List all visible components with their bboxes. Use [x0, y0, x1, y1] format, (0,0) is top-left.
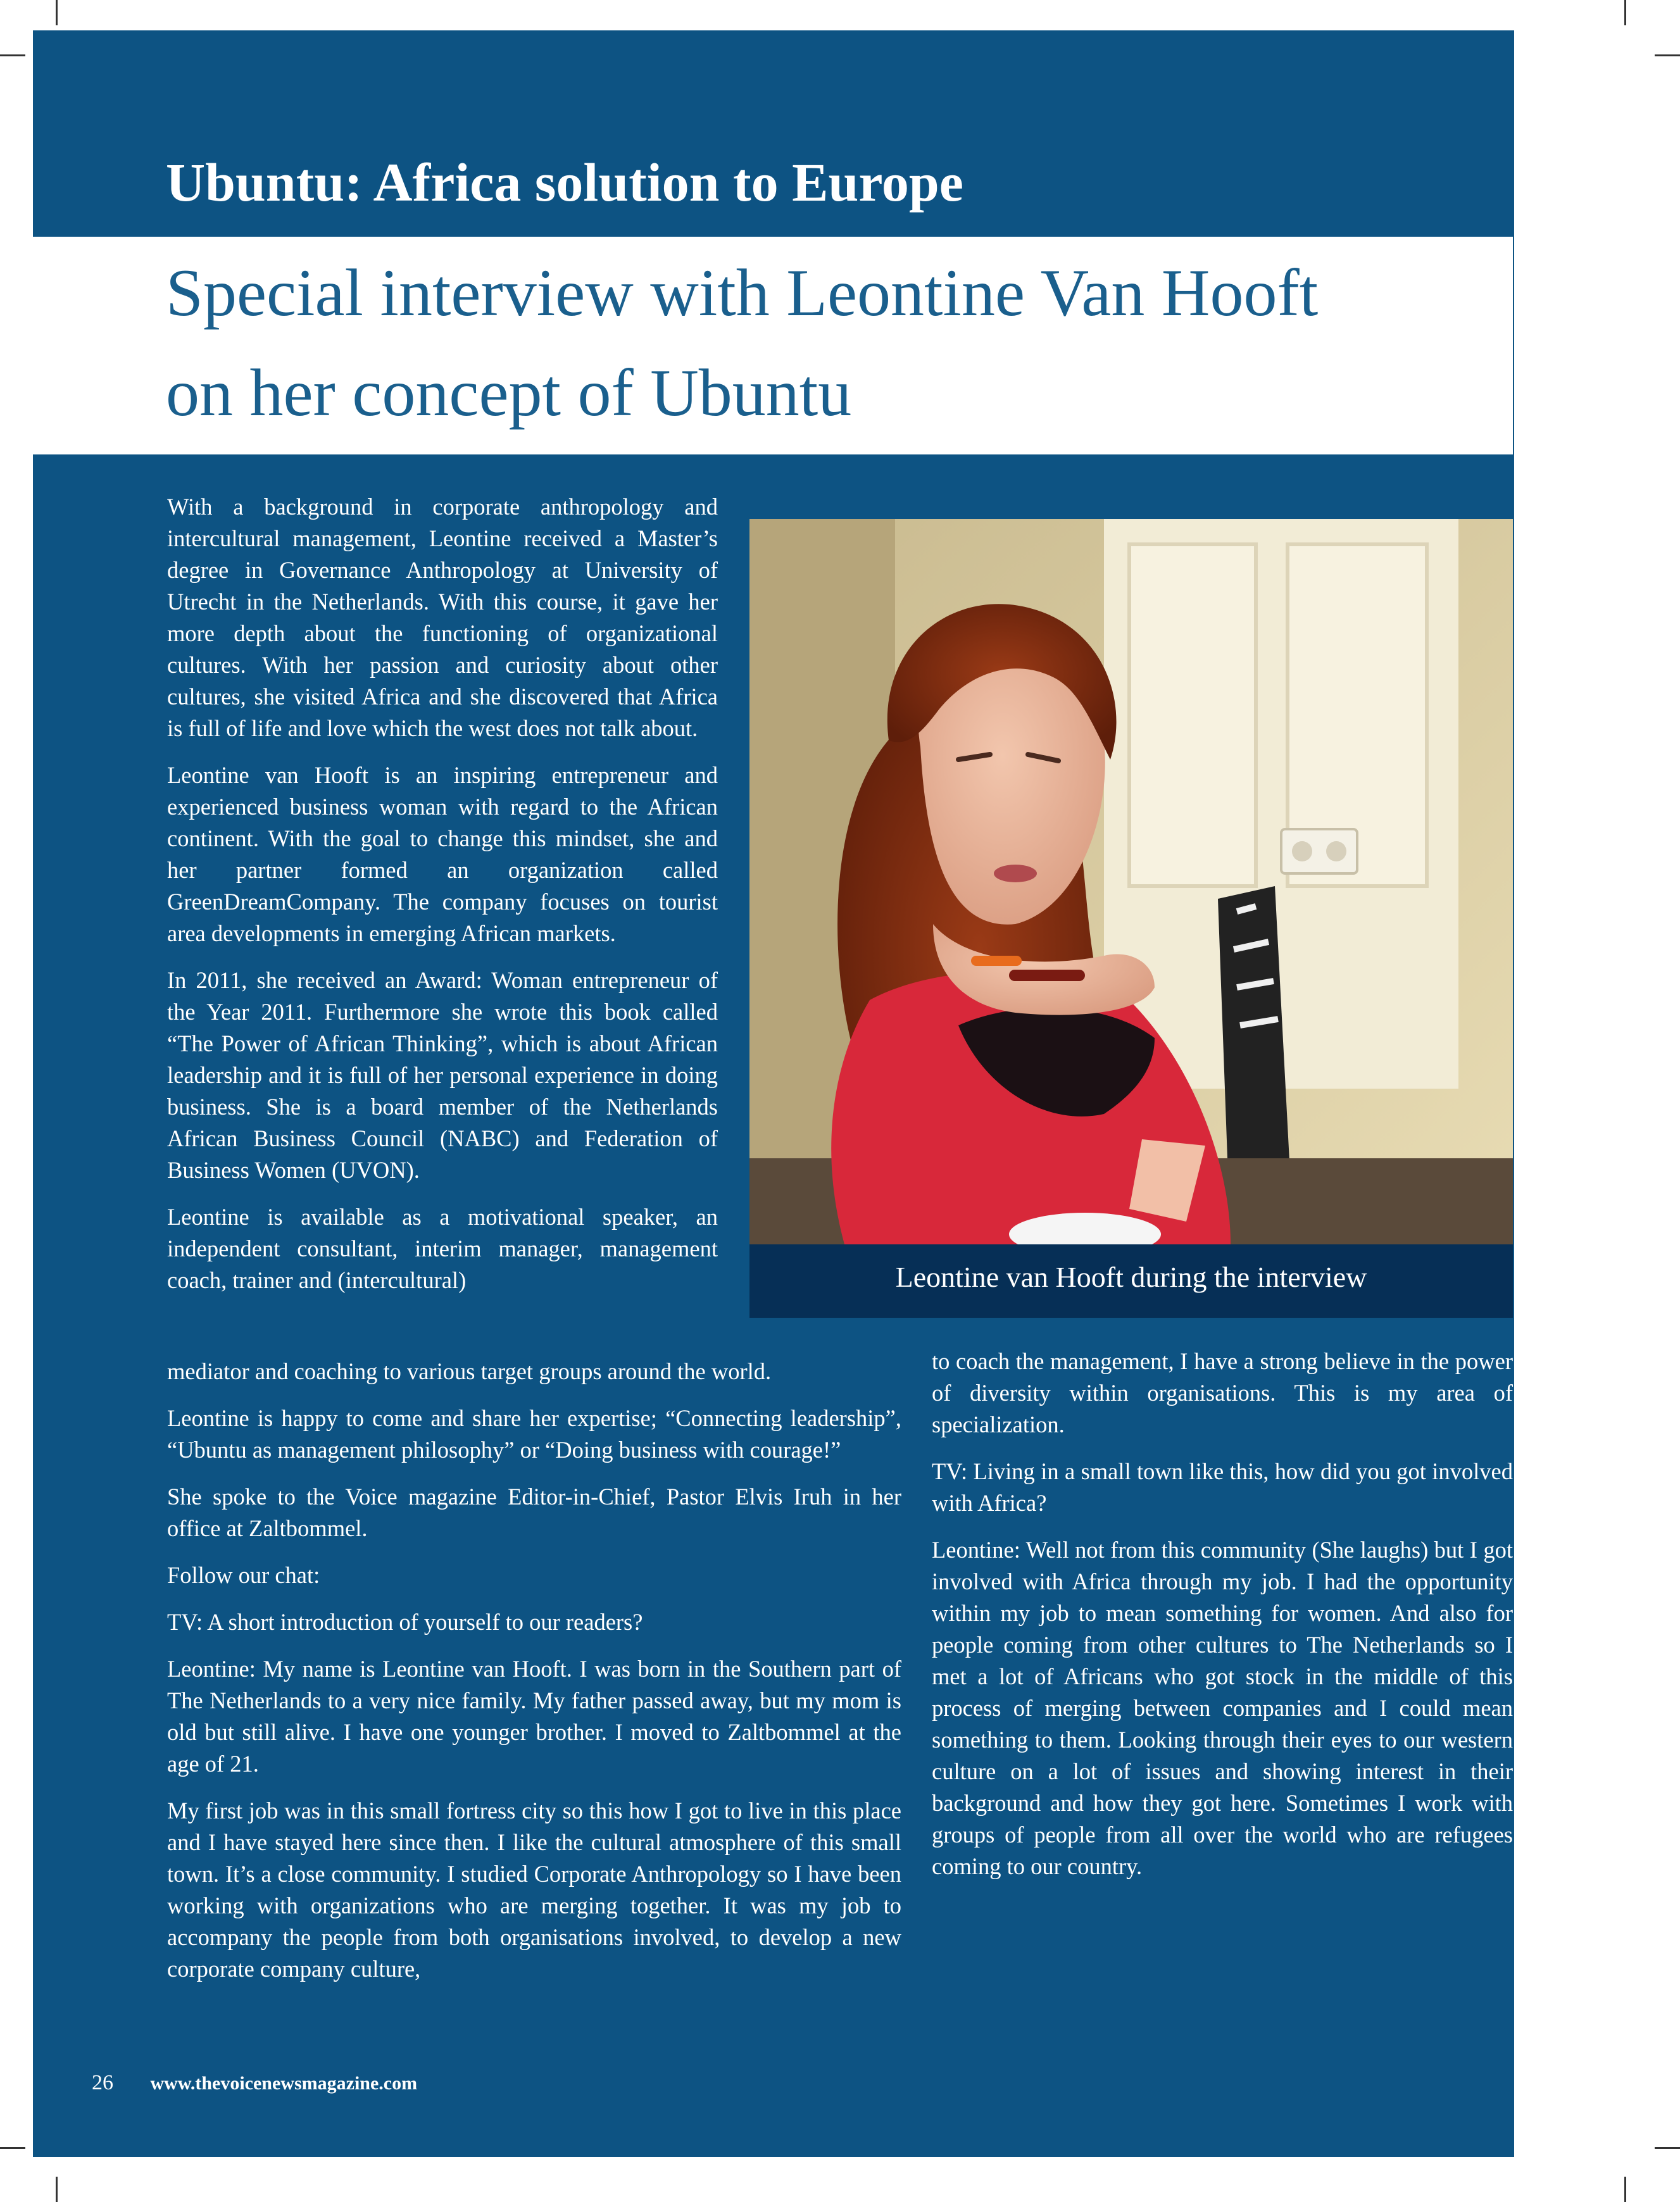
interview-question: TV: Living in a small town like this, how did you got involved with Africa? [932, 1458, 1513, 1516]
crop-mark-bottom-right-vertical [1624, 2177, 1626, 2202]
crop-mark-top-left-horizontal [0, 54, 25, 56]
intro-paragraph: Leontine van Hooft is an inspiring entrepreneur and experienced business woman with regard to the African continent. With the goal to change this mindset, she and her partner formed an organization called GreenDreamCompany. The company focuses on tourist area developments in emerging African markets. [167, 762, 718, 946]
website-url: www.thevoicenewsmagazine.com [150, 2073, 418, 2094]
interview-photo [749, 519, 1513, 1244]
interview-answer: Leontine: My name is Leontine van Hooft. I was born in the Southern part of The Netherlands to a very nice family. My father passed away, but my mom is old but still alive. I have one younger brother. I moved to Zaltbommel at the age of 21. [167, 1656, 901, 1777]
body-paragraph: Leontine is happy to come and share her expertise; “Connecting leadership”, “Ubuntu as management philosophy” or “Doing business with courage!” [167, 1405, 901, 1463]
article-title [166, 243, 1501, 443]
photo-caption: Leontine van Hooft during the interview [749, 1244, 1513, 1318]
right-body-column [932, 1346, 1513, 1882]
crop-mark-bottom-left-horizontal [0, 2147, 25, 2149]
interview-question: TV: A short introduction of yourself to our readers? [167, 1609, 643, 1635]
intro-column [167, 491, 718, 1296]
portrait-illustration [749, 519, 1513, 1244]
article-title-line-1: Special interview with Leontine Van Hooft [166, 256, 1319, 330]
interview-answer: My first job was in this small fortress city so this how I got to live in this place and I have stayed here since then. I like the cultural atmosphere of this small town. It’s a close community. I studied Corporate Anthropology so I have been working with organizations who are merging together. It was my job to accompany the people from both organisations involved, to develop a new corporate company culture, [167, 1798, 901, 1982]
left-body-column [167, 1356, 901, 1985]
body-paragraph: She spoke to the Voice magazine Editor-in-Chief, Pastor Elvis Iruh in her office at Zaltbommel. [167, 1484, 901, 1541]
crop-mark-bottom-right-horizontal [1655, 2147, 1680, 2149]
crop-mark-top-right-horizontal [1655, 54, 1680, 56]
article-title-line-2: on her concept of Ubuntu [166, 356, 852, 430]
intro-paragraph: Leontine is available as a motivational speaker, an independent consultant, interim manager, management coach, trainer and (intercultural) [167, 1204, 718, 1293]
crop-mark-bottom-left-vertical [56, 2177, 58, 2202]
article-kicker: Ubuntu: Africa solution to Europe [166, 152, 963, 213]
intro-paragraph: With a background in corporate anthropology and intercultural management, Leontine received a Master’s degree in Governance Anthropology at University of Utrecht in the Netherlands. With this course, it gave her more depth about the functioning of organizational cultures. With her passion and curiosity about other cultures, she visited Africa and she discovered that Africa is full of life and love which the west does not talk about. [167, 494, 718, 741]
body-paragraph: Follow our chat: [167, 1562, 320, 1588]
interview-answer: to coach the management, I have a strong believe in the power of diversity within organisations. This is my area of specialization. [932, 1348, 1513, 1437]
page-number: 26 [92, 2071, 113, 2094]
page-footer [92, 2071, 417, 2095]
interview-answer: Leontine: Well not from this community (She laughs) but I got involved with Africa through my job. I had the opportunity within my job to mean something for women. And also for people coming from other cultures to The Netherlands so I met a lot of Africans who got stock in the middle of this process of merging between companies and I could mean something to them. Looking through their eyes to our western culture on a lot of issues and showing interest in their background and how they got here. Sometimes I work with groups of people from all over the world who are refugees coming to our country. [932, 1537, 1513, 1879]
crop-mark-top-left-vertical [56, 0, 58, 25]
body-paragraph: mediator and coaching to various target groups around the world. [167, 1358, 772, 1384]
crop-mark-top-right-vertical [1624, 0, 1626, 25]
intro-paragraph: In 2011, she received an Award: Woman entrepreneur of the Year 2011. Furthermore she wrote this book called “The Power of African Thinking”, which is about African leadership and it is full of her personal experience in doing business. She is a board member of the Netherlands African Business Council (NABC) and Federation of Business Women (UVON). [167, 967, 718, 1183]
